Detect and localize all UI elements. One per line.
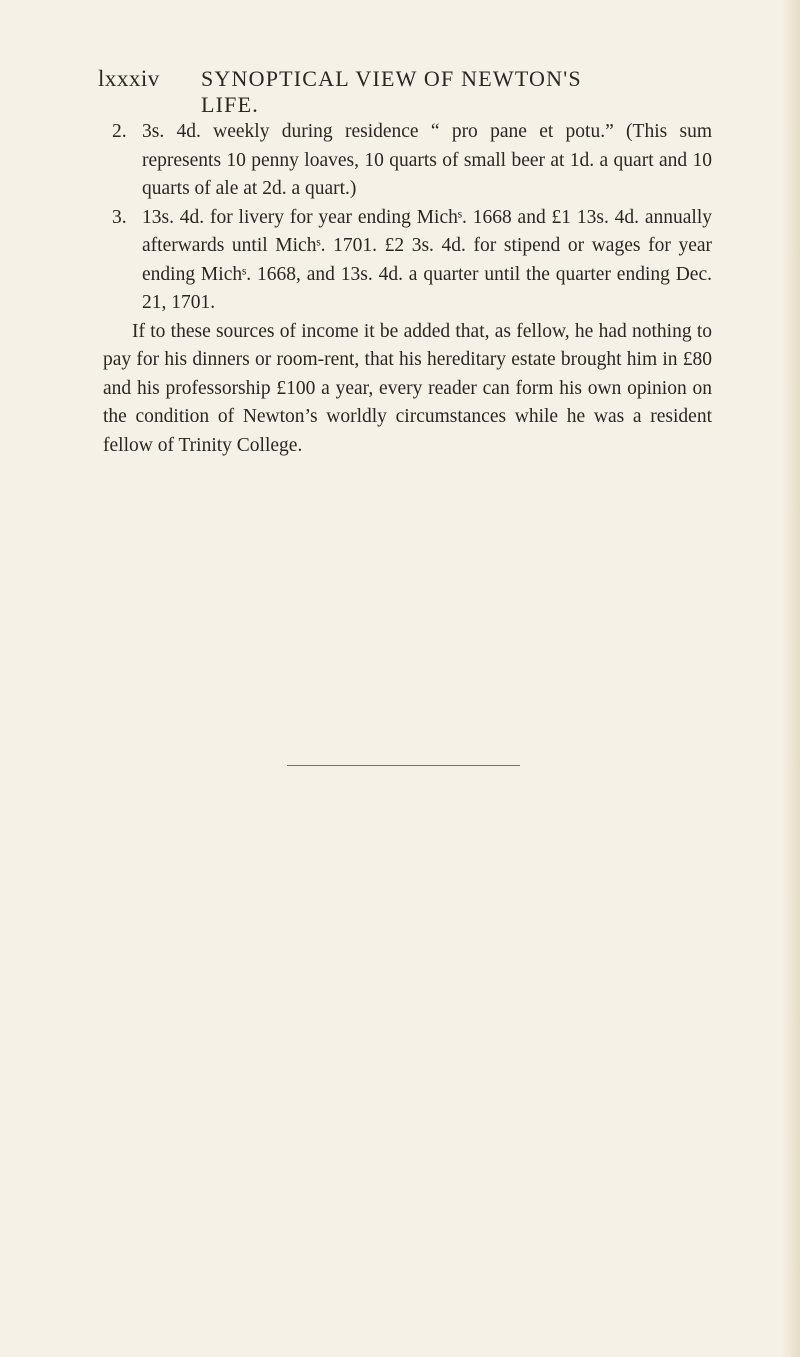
- list-item: [112, 204, 712, 318]
- page-header: [98, 66, 638, 117]
- closing-paragraph: If to these sources of income it be added that, as fellow, he had nothing to pay for his dinners or room-rent, that his hereditary estate brought him in £80 and his professorship £100 a year, every reader can form his own opinion on the condition of Newton’s worldly circumstances while he was a resident fellow of Trinity College.: [103, 320, 712, 456]
- page-edge-shadow: [782, 0, 800, 1357]
- page-number: lxxxiv: [98, 66, 160, 91]
- section-rule: [287, 765, 520, 766]
- item-number: 2.: [112, 121, 127, 142]
- body-text: [103, 118, 712, 460]
- item-number: 3.: [112, 206, 127, 228]
- list-item: [112, 118, 712, 204]
- item-text: 3s. 4d. weekly during residence “ pro pane et potu.” (This sum represents 10 penny loaves, 10 quarts of small beer at 1d. a quart and 10 quarts of ale at 2d. a quart.): [142, 121, 712, 199]
- running-title: SYNOPTICAL VIEW OF NEWTON'S LIFE.: [201, 66, 582, 117]
- item-text: 13s. 4d. for livery for year ending Michˢ. 1668 and £1 13s. 4d. annually afterwards until Michˢ. 1701. £2 3s. 4d. for stipend or wages for year ending Michˢ. 1668, and 13s. 4d. a quarter until the quarter ending Dec. 21, 1701.: [142, 206, 712, 313]
